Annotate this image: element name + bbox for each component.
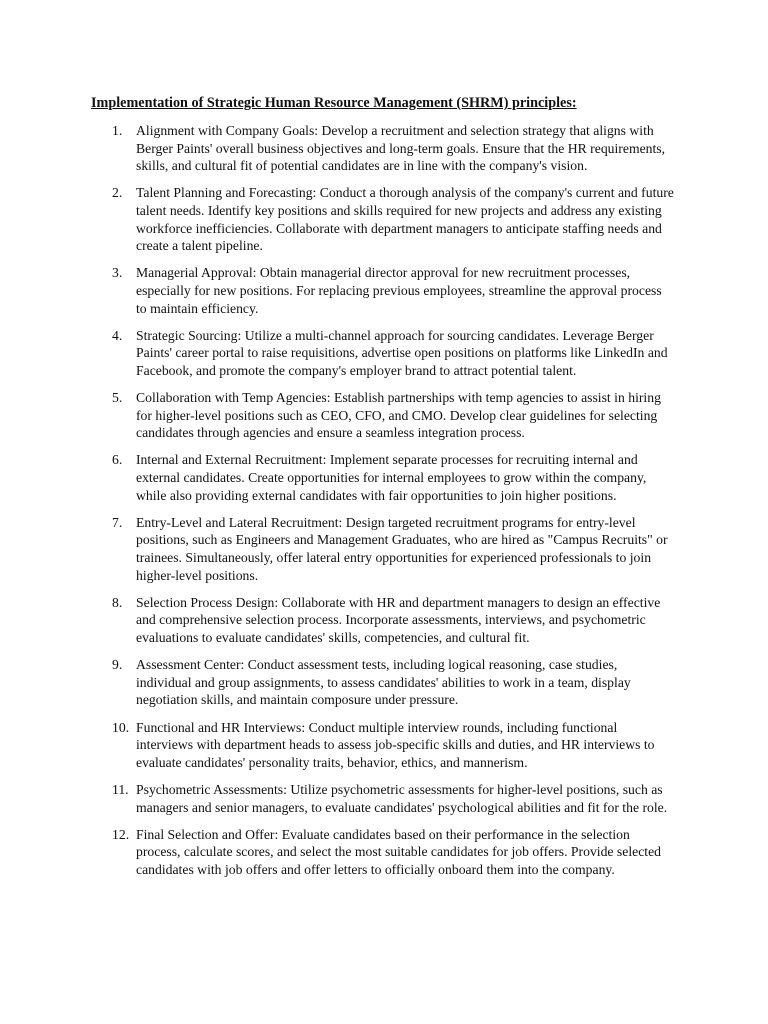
item-number: 1. bbox=[112, 123, 123, 138]
item-text: Functional and HR Interviews: Conduct multiple interview rounds, including functional interviews with department heads to assess job-specific skills and duties, and HR interviews to evaluate candidates' personality traits, behavior, ethics, and mannerism. bbox=[136, 719, 655, 770]
item-number: 12. bbox=[112, 826, 130, 842]
item-number: 6. bbox=[112, 452, 123, 468]
document-title: Implementation of Strategic Human Resource Management (SHRM) principles: bbox=[91, 95, 577, 111]
principle-list bbox=[112, 122, 674, 888]
list-item bbox=[112, 594, 674, 647]
list-item bbox=[112, 514, 674, 584]
list-item bbox=[112, 781, 674, 816]
item-text: Managerial Approval: Obtain managerial director approval for new recruitment processes, especially for new positions. For replacing previous employees, streamline the approval process to maintain efficiency. bbox=[136, 265, 662, 316]
list-item bbox=[112, 327, 674, 380]
list-item bbox=[112, 184, 674, 254]
item-number: 8. bbox=[112, 594, 123, 610]
item-text: Selection Process Design: Collaborate with HR and department managers to design an effective and comprehensive selection process. Incorporate assessments, interviews, and psychometric evaluations to evaluate candidates' skills, competencies, and cultural fit. bbox=[136, 594, 661, 645]
list-item bbox=[112, 264, 674, 317]
item-text: Psychometric Assessments: Utilize psychometric assessments for higher-level positions, such as managers and senior managers, to evaluate candidates' psychological abilities and fit for the role. bbox=[136, 781, 668, 815]
item-text: Assessment Center: Conduct assessment tests, including logical reasoning, case studies, individual and group assignments, to assess candidates' abilities to work in a team, display negotiation skills, and maintain composure under pressure. bbox=[136, 657, 631, 708]
item-text: Internal and External Recruitment: Implement separate processes for recruiting internal and external candidates. Create opportunities for internal employees to grow within the company, while also providing external candidates with fair opportunities to join higher positions. bbox=[136, 452, 647, 503]
item-text: Alignment with Company Goals: Develop a recruitment and selection strategy that aligns with Berger Paints' overall business objectives and long-term goals. Ensure that the HR requirements, skills, and cultural fit of potential candidates are in line with the company's vision. bbox=[136, 123, 666, 174]
list-item bbox=[112, 122, 674, 175]
item-number: 4. bbox=[112, 327, 123, 343]
item-number: 3. bbox=[112, 265, 123, 281]
item-text: Talent Planning and Forecasting: Conduct a thorough analysis of the company's current and future talent needs. Identify key positions and skills required for new projects and address any existing workforce inefficiencies. Collaborate with department managers to anticipate staffing needs and create a talent pipeline. bbox=[136, 185, 674, 254]
item-number: 5. bbox=[112, 390, 123, 406]
item-number: 10. bbox=[112, 719, 130, 735]
list-item bbox=[112, 719, 674, 772]
list-item bbox=[112, 656, 674, 709]
item-text: Entry-Level and Lateral Recruitment: Design targeted recruitment programs for entry-level positions, such as Engineers and Management Graduates, who are hired as "Campus Recruits" or trainees. Simultaneously, offer lateral entry opportunities for experienced professionals to join higher-level positions. bbox=[136, 514, 668, 583]
item-number: 11. bbox=[112, 781, 129, 797]
item-number: 7. bbox=[112, 514, 123, 530]
list-item bbox=[112, 451, 674, 504]
item-text: Collaboration with Temp Agencies: Establish partnerships with temp agencies to assist in hiring for higher-level positions such as CEO, CFO, and CMO. Develop clear guidelines for selecting candidates through agencies and ensure a seamless integration process. bbox=[136, 390, 661, 441]
item-number: 2. bbox=[112, 185, 123, 201]
list-item bbox=[112, 389, 674, 442]
item-text: Final Selection and Offer: Evaluate candidates based on their performance in the selection process, calculate scores, and select the most suitable candidates for job offers. Provide selected candidates with job offers and offer letters to officially onboard them into the company. bbox=[136, 826, 662, 877]
item-number: 9. bbox=[112, 657, 123, 673]
list-item bbox=[112, 826, 674, 879]
item-text: Strategic Sourcing: Utilize a multi-channel approach for sourcing candidates. Leverage Berger Paints' career portal to raise requisitions, advertise open positions on platforms like LinkedIn and Facebook, and promote the company's employer brand to attract potential talent. bbox=[136, 327, 668, 378]
